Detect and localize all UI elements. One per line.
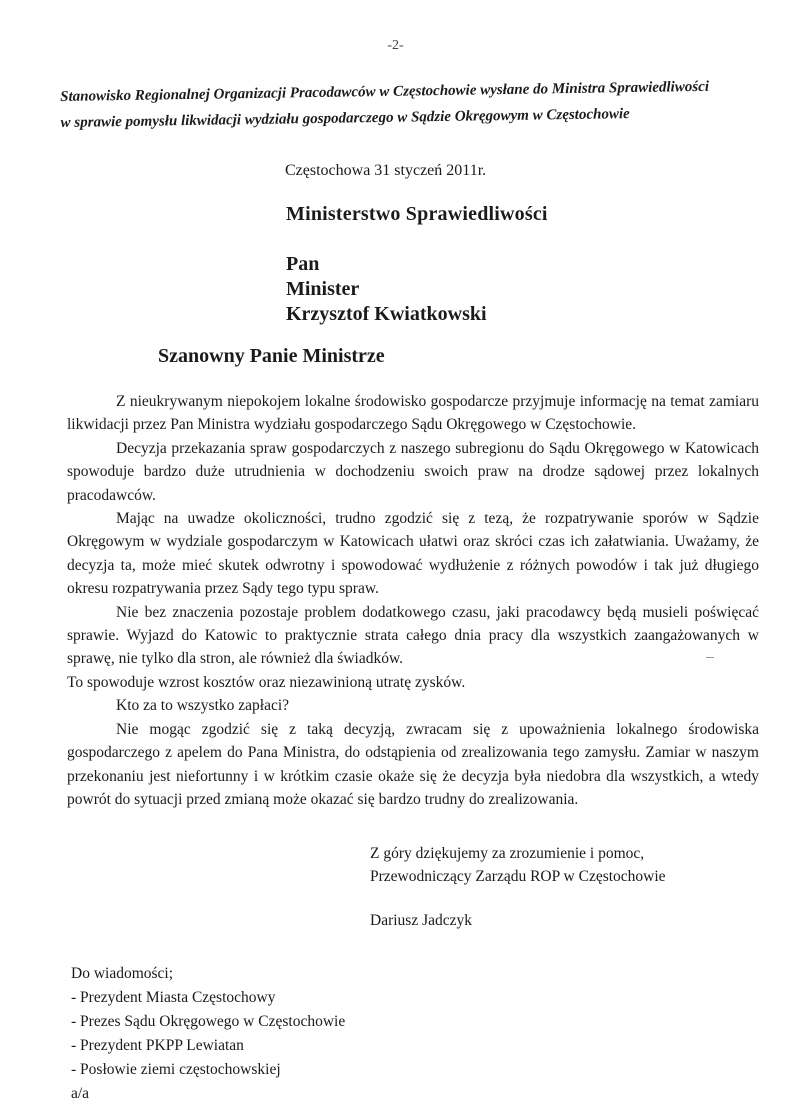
paragraph: Kto za to wszystko zapłaci? — [116, 697, 290, 715]
cc-item: - Posłowie ziemi częstochowskiej — [71, 1058, 345, 1082]
addressee-line-1: Pan — [286, 253, 320, 275]
salutation: Szanowny Panie Ministrze — [158, 345, 385, 367]
cc-footer: a/a — [71, 1085, 90, 1102]
cc-item: - Prezes Sądu Okręgowego w Częstochowie — [71, 1010, 345, 1034]
header-line-1: Stanowisko Regionalnej Organizacji Pracodawców w Częstochowie wysłane do Ministra Sprawiedliwości — [60, 78, 710, 105]
addressee-line-2: Minister — [286, 278, 360, 300]
paragraph: Nie mogąc zgodzić się z taką decyzją, zwracam się z upoważnienia lokalnego środowiska gospodarczego z apelem do Pana Ministra, do odstąpienia od zrealizowania tego zamysłu. Zamiar w naszym przekonaniu jest niefortunny i w krótkim czasie okaże się że decyzja była niedobra dla wszystkich, a wtedy powrót do sytuacji przed zmianą może okazać się bardzo trudny do zrealizowania. — [67, 720, 759, 808]
paragraph: Z nieukrywanym niepokojem lokalne środowisko gospodarcze przyjmuje informację na temat zamiaru likwidacji przez Pan Ministra wydziału gospodarczego Sądu Okręgowego w Częstochowie. — [67, 393, 759, 434]
ministry-name: Ministerstwo Sprawiedliwości — [286, 203, 548, 225]
closing-block — [370, 842, 666, 888]
letter-body — [67, 390, 759, 811]
closing-line-1: Z góry dziękujemy za zrozumienie i pomoc, — [370, 845, 645, 862]
closing-line-2: Przewodniczący Zarządu ROP w Częstochowie — [370, 868, 666, 885]
cc-block — [71, 962, 345, 1106]
page-number: -2- — [387, 38, 404, 53]
addressee-line-3: Krzysztof Kwiatkowski — [286, 303, 487, 325]
paragraph: Nie bez znaczenia pozostaje problem dodatkowego czasu, jaki pracodawcy będą musieli poświęcać sprawie. Wyjazd do Katowic to praktycznie strata całego dnia pracy dla wszystkich zaangażowanych w sprawę, nie tylko dla stron, ale również dla świadków. — [67, 603, 759, 668]
place-date: Częstochowa 31 styczeń 2011r. — [285, 162, 487, 179]
header-line-2: w sprawie pomysłu likwidacji wydziału gospodarczego w Sądzie Okręgowym w Częstochowie — [60, 106, 630, 131]
addressee-block — [286, 252, 487, 327]
paragraph: Decyzja przekazania spraw gospodarczych z naszego subregionu do Sądu Okręgowego w Katowicach spowoduje bardzo duże utrudnienia w dochodzeniu swoich praw na drodze sądowej przez lokalnych pracodawców. — [67, 439, 759, 504]
scan-mark — [706, 657, 714, 658]
cc-title: Do wiadomości; — [71, 965, 174, 982]
document-header — [60, 73, 761, 136]
cc-item: - Prezydent PKPP Lewiatan — [71, 1034, 345, 1058]
paragraph: To spowoduje wzrost kosztów oraz niezawinioną utratę zysków. — [67, 673, 466, 691]
cc-item: - Prezydent Miasta Częstochowy — [71, 986, 345, 1010]
signature-name: Dariusz Jadczyk — [370, 912, 472, 929]
paragraph: Mając na uwadze okoliczności, trudno zgodzić się z tezą, że rozpatrywanie sporów w Sądzie Okręgowym w wydziale gospodarczym w Katowicach ułatwi oraz skróci czas ich załatwiania. Uważamy, że decyzja ta, może mieć skutek odwrotny i spowodować wydłużenie z różnych powodów i tak już długiego okresu rozpatrywania przez Sądy tego typu spraw. — [67, 510, 759, 598]
